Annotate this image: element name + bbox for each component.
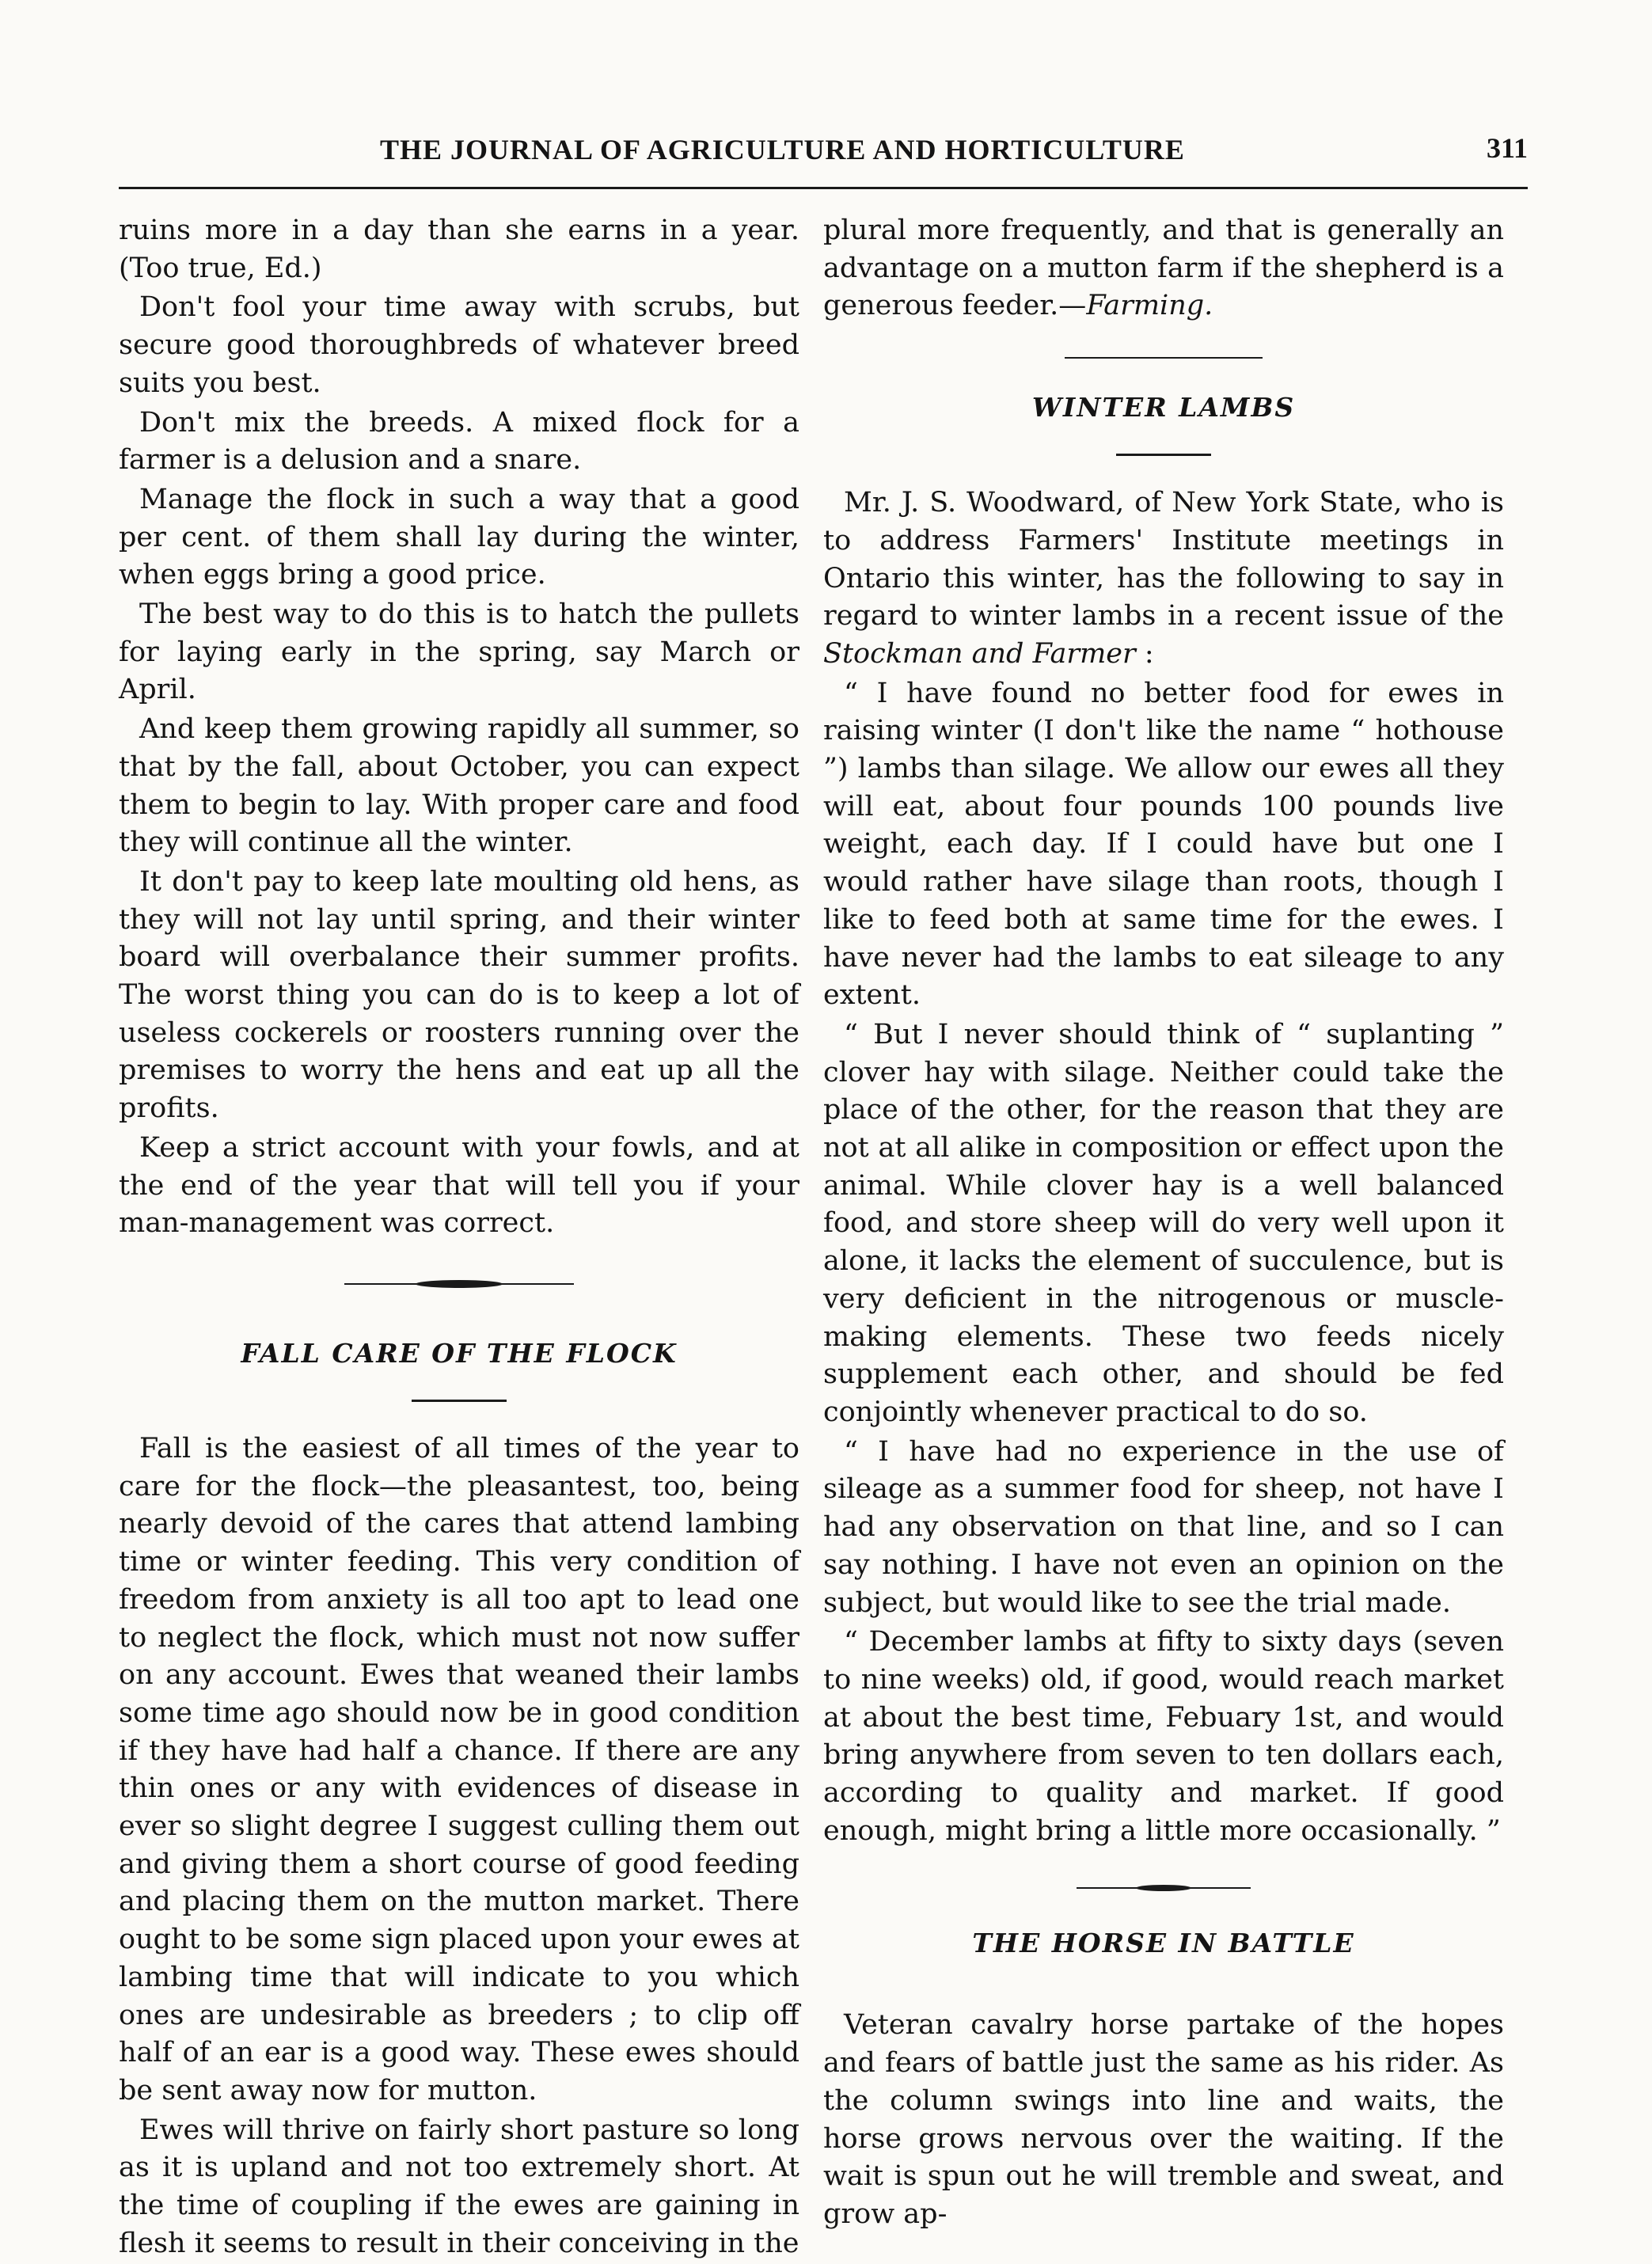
paragraph: Veteran cavalry horse partake of the hopes and fears of battle just the same as his rider. As the column swings into line and waits, the horse grows nervous over the waiting. If the wait is spun out he will tremble and sweat, and grow ap- (823, 2009, 1504, 2230)
section-heading-block (119, 1324, 799, 1419)
paragraph: Don't mix the breeds. A mixed flock for a farmer is a delusion and a snare. (119, 406, 799, 477)
ornamental-rule (1077, 1884, 1251, 1892)
section-heading-block (823, 389, 1504, 473)
section-divider (119, 1244, 799, 1324)
paragraph: And keep them growing rapidly all summer, so that by the fall, about October, you can expect them to begin to lay. With proper care and food they will continue all the winter. (119, 713, 799, 859)
paragraph: The best way to do this is to hatch the pullets for laying early in the spring, say March or April. (119, 598, 799, 706)
section-title: WINTER LAMBS (1031, 392, 1296, 424)
paragraph: Ewes will thrive on fairly short pasture so long as it is upland and not too extremely short. At the time of coupling if the ewes are gaining in flesh it seems to result in their conceiving in the (119, 2114, 799, 2259)
quote-paragraph: “ December lambs at fifty to sixty days (seven to nine weeks) old, if good, would reach market at about the best time, Febuary 1st, and would bring anywhere from seven to ten dollars each, according to quality and market. If good enough, might bring a little more occasionally. ” (823, 1626, 1504, 1847)
page-header (119, 125, 1528, 173)
section-divider (823, 327, 1504, 389)
section-title: FALL CARE OF THE FLOCK (241, 1337, 678, 1369)
divider-rule (1065, 357, 1263, 359)
header-rule (119, 187, 1528, 189)
section-divider (823, 1852, 1504, 1924)
running-title: THE JOURNAL OF AGRICULTURE AND HORTICULTURE (380, 134, 1185, 165)
paragraph-text: Mr. J. S. Woodward, of New York State, who is to address Farmers' Institute meetings in Ontario this winter, has the following to say in regard to winter lambs in a recent issue of the (823, 487, 1504, 632)
paragraph: ruins more in a day than she earns in a year. (Too true, Ed.) (119, 215, 799, 284)
source-title: Stockman and Farmer (823, 637, 1136, 670)
right-column (823, 212, 1504, 2236)
heading-rule (1116, 454, 1211, 456)
ornamental-rule (344, 1280, 574, 1288)
paragraph-text: plural more frequently, and that is generally an advantage on a mutton farm if the shepherd is a generous feeder.— (823, 215, 1504, 322)
paragraph: Fall is the easiest of all times of the year to care for the flock—the pleasantest, too, being nearly devoid of the cares that attend lambing time or winter feeding. This very condition of freedom from anxiety is all too apt to lead one to neglect the flock, which must not now suffer on any account. Ewes that weaned their lambs some time ago should now be in good condition if they have had half a chance. If there are any thin ones or any with evidences of disease in ever so slight degree I suggest culling them out and giving them a short course of good feeding and placing them on the mutton market. There ought to be some sign placed upon your ewes at lambing time that will indicate to you which ones are undesirable as breeders ; to clip off half of an ear is a good way. These ewes should be sent away now for mutton. (119, 1432, 799, 2106)
source-credit: Farming. (1086, 290, 1213, 322)
quote-paragraph: “ I have found no better food for ewes in raising winter (I don't like the name “ hothouse ”) lambs than silage. We allow our ewes all they will eat, about four pounds 100 pounds live weight, each day. If I could have but one I would rather have silage than roots, though I like to feed both at same time for the ewes. I have never had the lambs to eat sileage to any extent. (823, 677, 1504, 1012)
paragraph: Keep a strict account with your fowls, and at the end of the year that will tell you if your man-management was correct. (119, 1131, 799, 1240)
paragraph: It don't pay to keep late moulting old hens, as they will not lay until spring, and their winter board will overbalance their summer profits. The worst thing you can do is to keep a lot of useless cockerels or roosters running over the premises to worry the hens and eat up all the profits. (119, 865, 799, 1125)
paragraph: Don't fool your time away with scrubs, but secure good thoroughbreds of whatever breed suits you best. (119, 291, 799, 399)
section-title: THE HORSE IN BATTLE (972, 1928, 1355, 1959)
heading-rule (412, 1400, 507, 1402)
paragraph-text: : (1135, 637, 1154, 670)
paragraph (823, 212, 1504, 325)
quote-paragraph: “ I have had no experience in the use of sileage as a summer food for sheep, not have I had any observation on that line, and so I can say nothing. I have not even an opinion on the subject, but would like to see the trial made. (823, 1435, 1504, 1619)
paragraph (823, 484, 1504, 674)
left-column (119, 212, 799, 2264)
page-number: 311 (1486, 132, 1528, 164)
paragraph: Manage the flock in such a way that a good per cent. of them shall lay during the winter, when eggs bring a good price. (119, 483, 799, 591)
quote-paragraph: “ But I never should think of “ suplanting ” clover hay with silage. Neither could take the place of the other, for the reason that they are not at all alike in composition or effect upon the animal. While clover hay is a well balanced food, and store sheep will do very well upon it alone, it lacks the element of succulence, but is very deficient in the nitrogenous or muscle-making elements. These two feeds nicely supplement each other, and should be fed conjointly whenever practical to do so. (823, 1018, 1504, 1428)
section-heading-block (823, 1924, 1504, 1980)
